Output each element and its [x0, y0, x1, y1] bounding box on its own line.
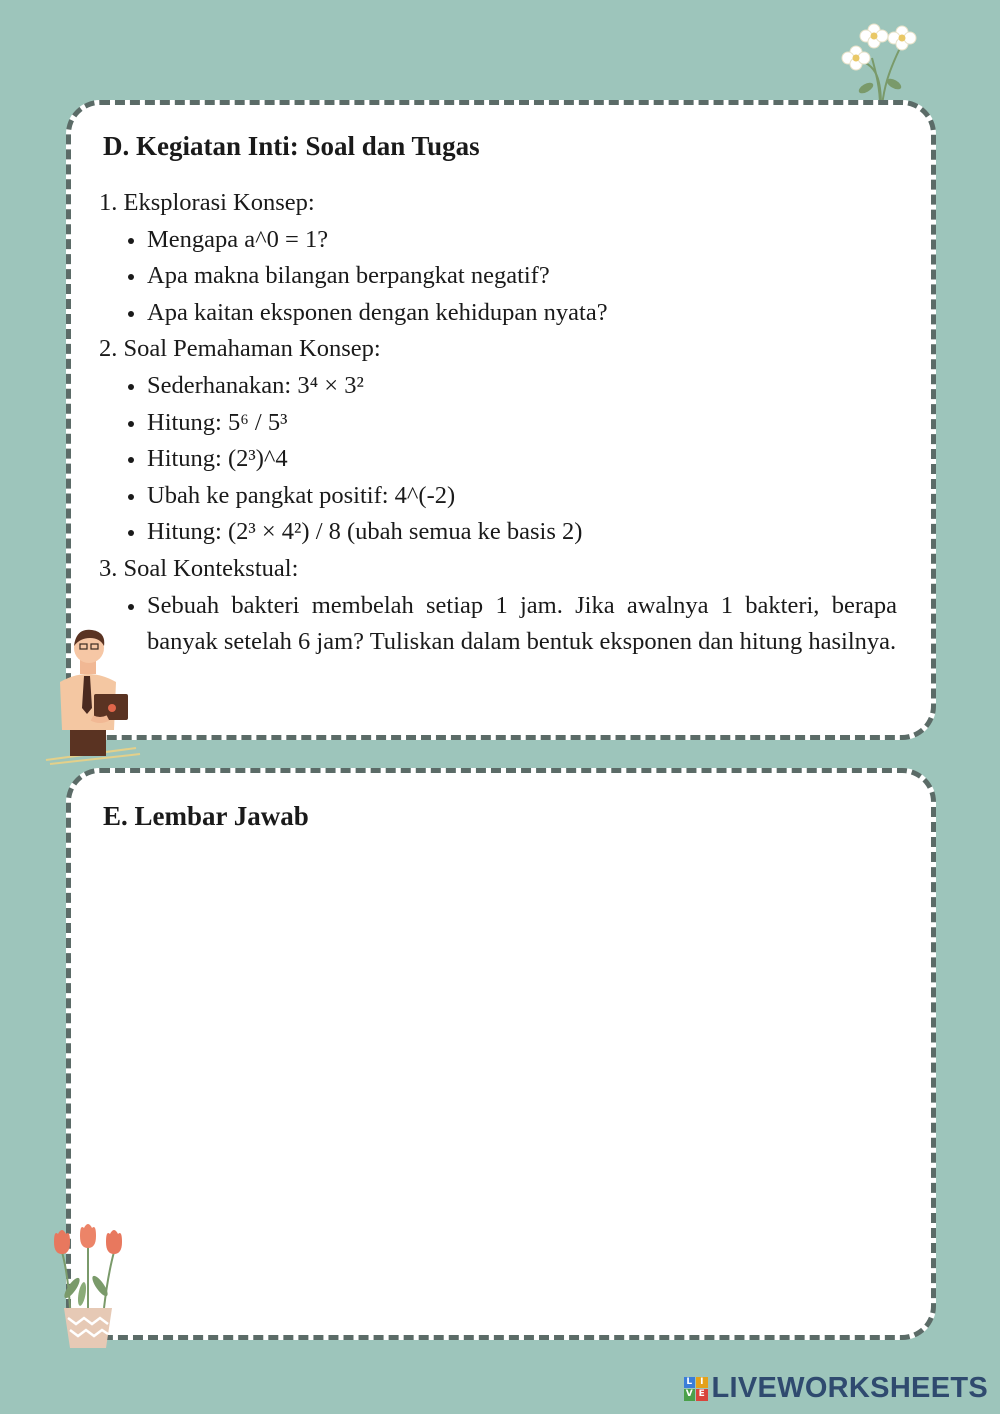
- section-e-card: [66, 768, 936, 1340]
- brand-text: LIVEWORKSHEETS: [711, 1372, 988, 1404]
- question-list: [99, 588, 897, 661]
- liveworksheets-logo-icon: L I V E: [684, 1377, 708, 1401]
- group-title: 1. Eksplorasi Konsep:: [99, 189, 315, 216]
- section-e-title: E. Lembar Jawab: [103, 801, 309, 831]
- list-item: Hitung: (2³)^4: [147, 441, 897, 478]
- section-d-content: [99, 185, 897, 661]
- list-item: Apa makna bilangan berpangkat negatif?: [147, 258, 897, 295]
- question-list: [99, 222, 897, 332]
- daisy-flowers-icon: [836, 18, 926, 108]
- group-kontekstual: [99, 551, 897, 661]
- group-eksplorasi: [99, 185, 897, 331]
- teacher-illustration: [44, 626, 144, 768]
- section-d-card: [66, 100, 936, 740]
- question-list: [99, 368, 897, 551]
- list-item: Apa kaitan eksponen dengan kehidupan nyata?: [147, 295, 897, 332]
- tulip-pot-icon: [48, 1224, 132, 1352]
- list-item: Sederhanakan: 3⁴ × 3²: [147, 368, 897, 405]
- section-d-title: D. Kegiatan Inti: Soal dan Tugas: [103, 131, 480, 161]
- list-item: Mengapa a^0 = 1?: [147, 222, 897, 259]
- group-pemahaman: [99, 331, 897, 551]
- liveworksheets-brand: [684, 1372, 989, 1405]
- list-item: Sebuah bakteri membelah setiap 1 jam. Jika awalnya 1 bakteri, berapa banyak setelah 6 jam? Tuliskan dalam bentuk eksponen dan hitung hasilnya.: [147, 588, 897, 661]
- group-title: 2. Soal Pemahaman Konsep:: [99, 335, 381, 363]
- list-item: Hitung: (2³ × 4²) / 8 (ubah semua ke basis 2): [147, 514, 897, 551]
- group-title: 3. Soal Kontekstual:: [99, 554, 299, 582]
- list-item: Ubah ke pangkat positif: 4^(-2): [147, 478, 897, 515]
- list-item: Hitung: 5⁶ / 5³: [147, 405, 897, 442]
